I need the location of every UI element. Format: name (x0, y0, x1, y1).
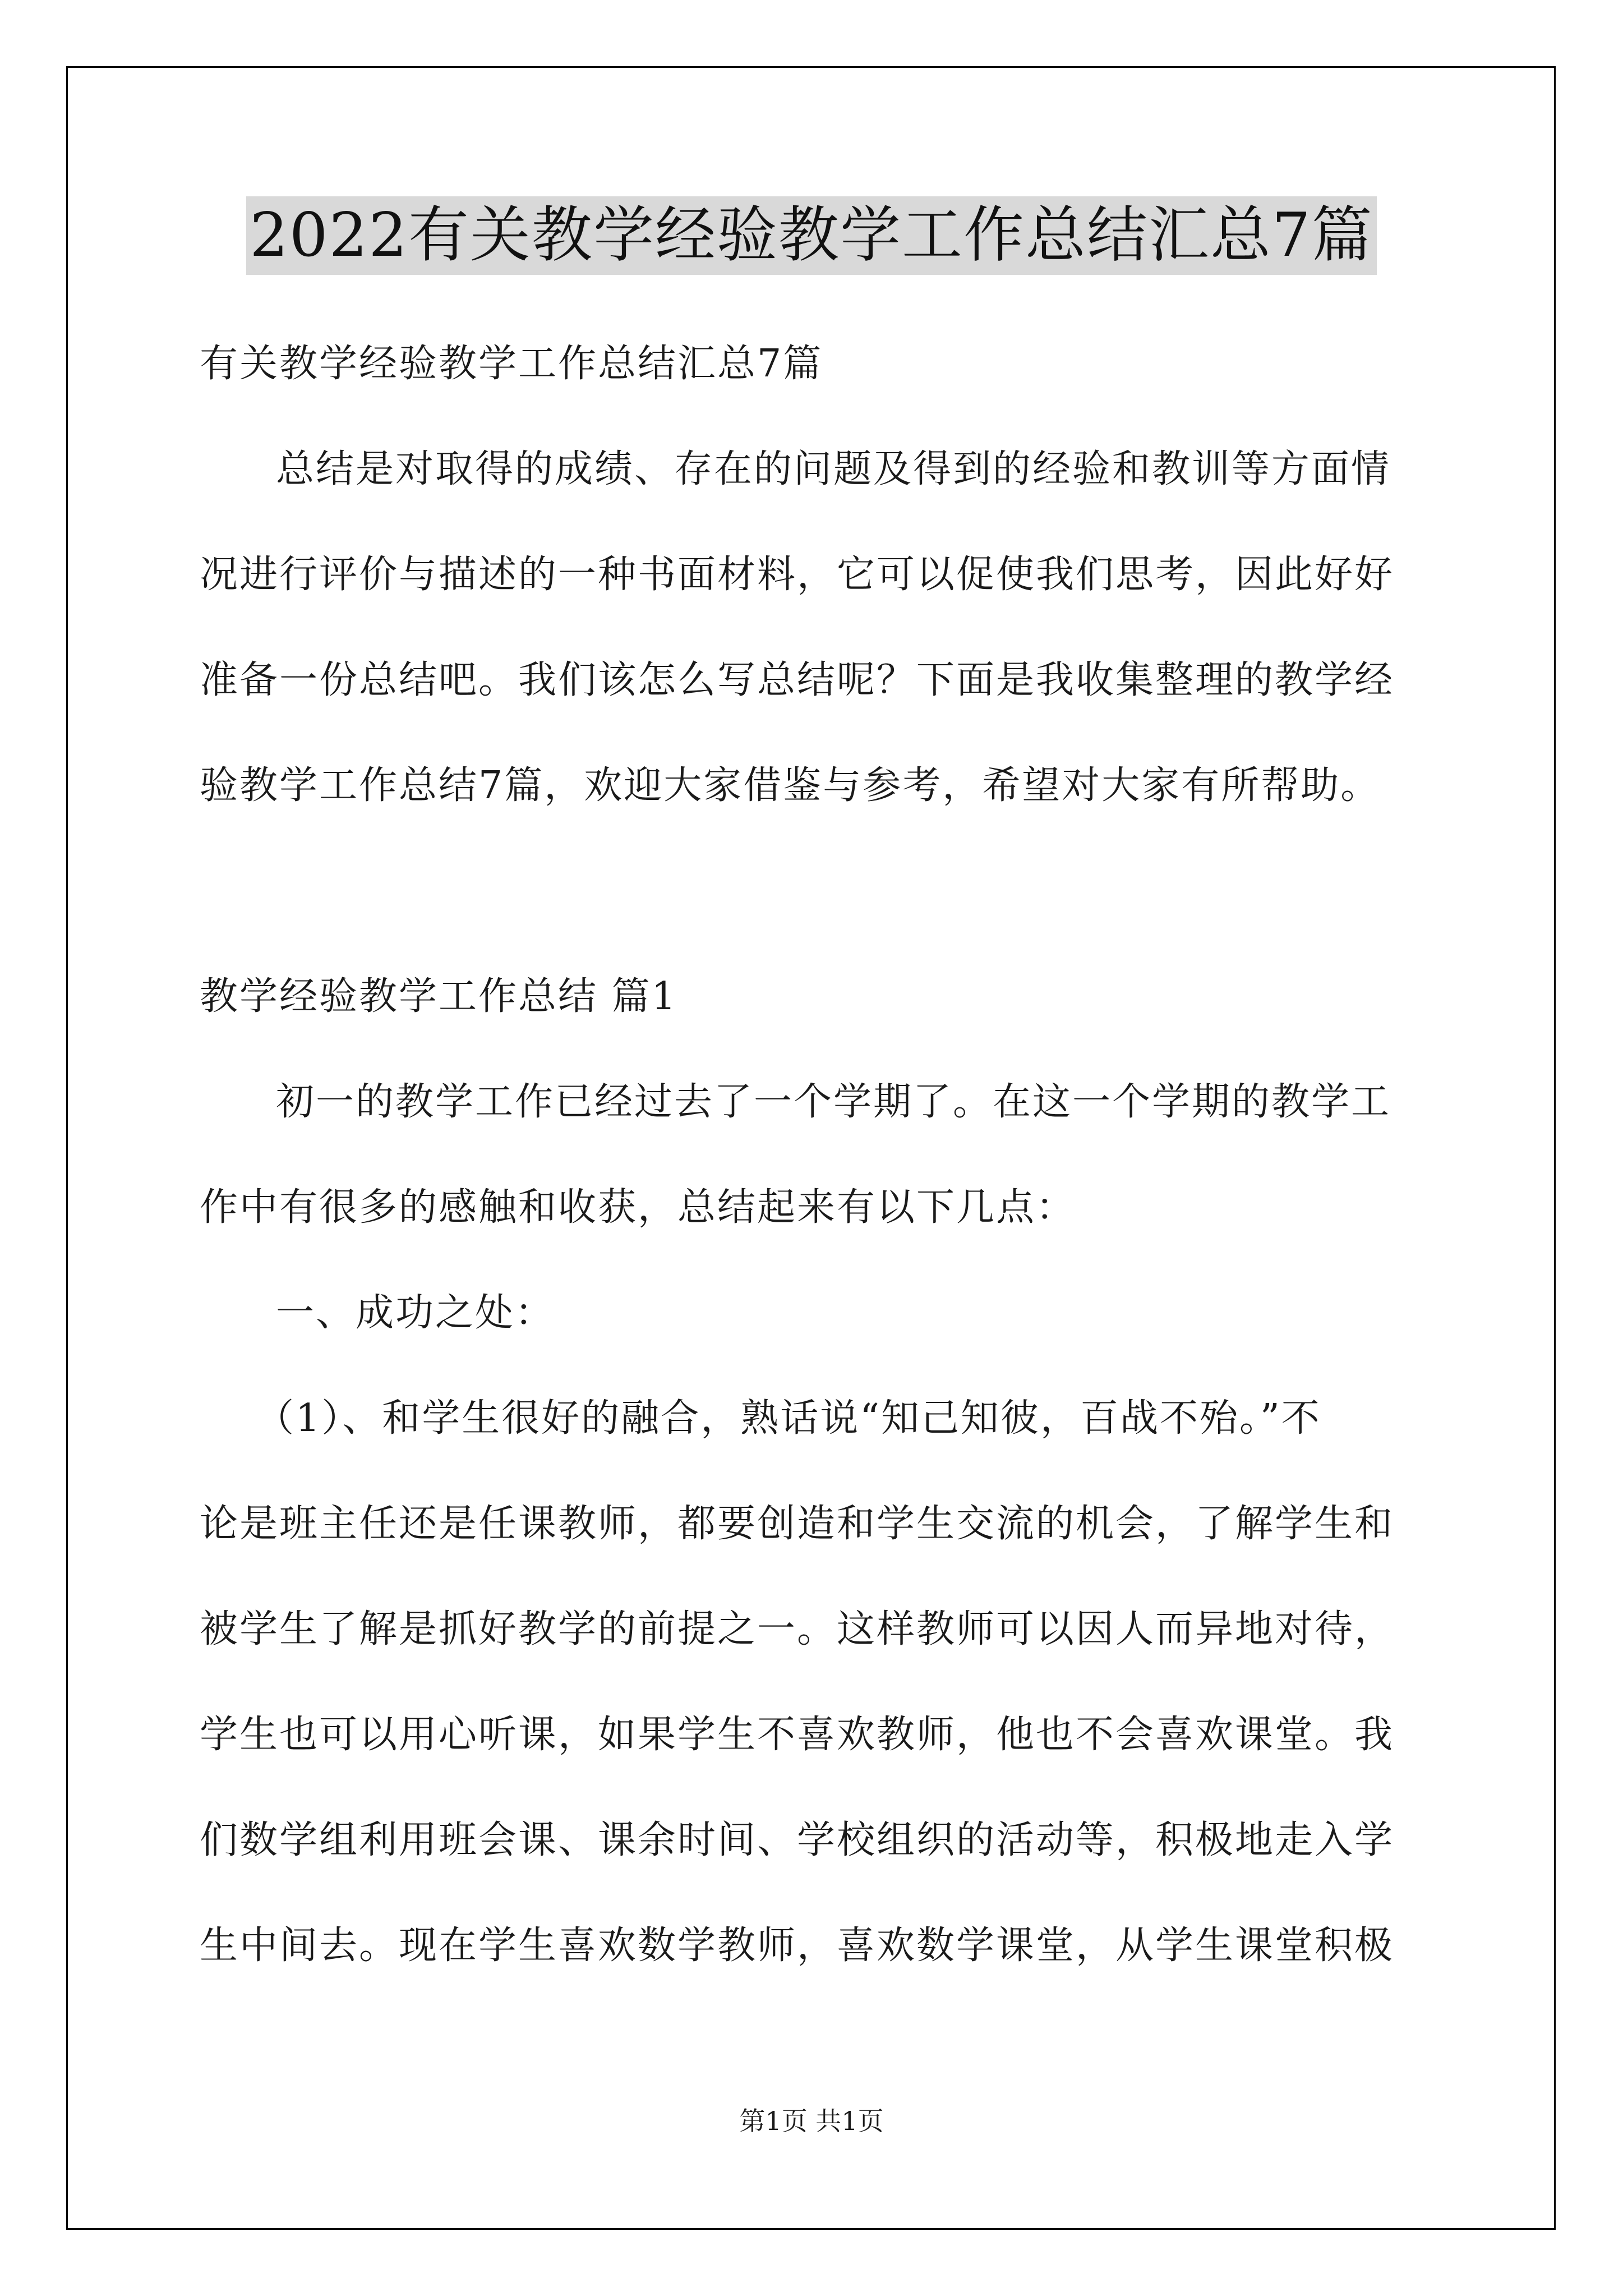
spacer (200, 839, 1433, 944)
point-line: 学生也可以用心听课，如果学生不喜欢教师，他也不会喜欢课堂。我 (200, 1713, 1395, 1757)
intro-line: 况进行评价与描述的一种书面材料，它可以促使我们思考，因此好好 (200, 553, 1395, 597)
intro-line: 验教学工作总结7篇，欢迎大家借鉴与参考，希望对大家有所帮助。 (200, 763, 1381, 808)
document-subtitle: 有关教学经验教学工作总结汇总7篇 (200, 342, 823, 386)
point-line: 们数学组利用班会课、课余时间、学校组织的活动等，积极地走入学 (200, 1818, 1395, 1862)
point-line: （1）、和学生很好的融合，熟话说“知己知彼，百战不殆。”不 (256, 1396, 1321, 1441)
document-title: 2022有关教学经验教学工作总结汇总7篇 (246, 196, 1377, 275)
point-line: 被学生了解是抓好教学的前提之一。这样教师可以因人而异地对待， (200, 1607, 1395, 1651)
section-intro-line: 作中有很多的感触和收获，总结起来有以下几点： (200, 1185, 1076, 1230)
section-intro-line: 初一的教学工作已经过去了一个学期了。在这一个学期的教学工 (276, 1080, 1391, 1124)
subheading: 一、成功之处： (276, 1291, 555, 1335)
page-footer: 第1页 共1页 (739, 2106, 884, 2136)
point-line: 论是班主任还是任课教师，都要创造和学生交流的机会，了解学生和 (200, 1502, 1395, 1546)
document-body (200, 311, 1433, 1999)
point-line: 生中间去。现在学生喜欢数学教师，喜欢数学课堂，从学生课堂积极 (200, 1924, 1395, 1968)
section-heading: 教学经验教学工作总结 篇1 (200, 974, 677, 1019)
title-area (0, 196, 1623, 275)
intro-line: 准备一份总结吧。我们该怎么写总结呢？下面是我收集整理的教学经 (200, 658, 1395, 702)
intro-line: 总结是对取得的成绩、存在的问题及得到的经验和教训等方面情 (276, 447, 1391, 491)
